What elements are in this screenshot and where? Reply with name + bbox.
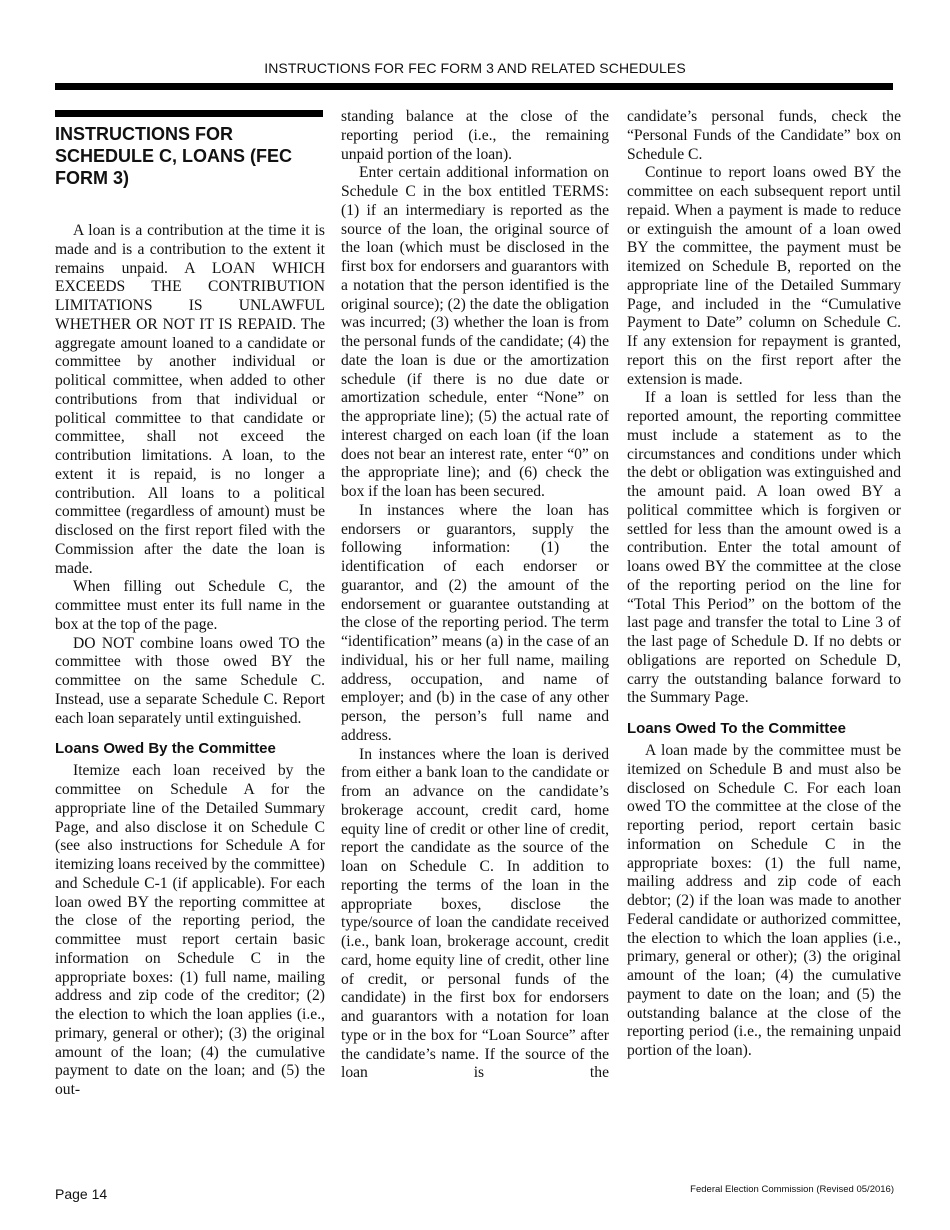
paragraph: In instances where the loan is derived from either a bank loan to the candidate or from an advance on the candidate’s brokerage account, credit card, home equity line of credit or other line of credit, report the candidate as the source of the loan on Schedule C. In addition to reporting the terms of the loan in the appropriate boxes, disclose the type/source of loan the candidate received (i.e., bank loan, brokerage account, credit card, home equity line of credit, other line of credit, or personal funds of the candidate) in the first box for endorsers and guarantors with a notation for loan type or in the box for “Loan Source” after the candidate’s name. If the source of the loan is the: [341, 745, 609, 1082]
column-2: [341, 108, 609, 1083]
paragraph: A loan made by the committee must be itemized on Schedule B and must also be disclosed on Schedule C. For each loan owed TO the committee at the close of the reporting period, report certain basic information on Schedule C in the appropriate boxes: (1) the full name, mailing address and zip code of each debtor; (2) if the loan was made to another Federal candidate or authorized committee, the election to which the loan applies (i.e., primary, general or other); (3) the original amount of the loan; (4) the cumulative payment to date on the loan; and (5) the outstanding balance at the close of the reporting period (i.e., the remaining unpaid portion of the loan).: [627, 742, 901, 1059]
paragraph: standing balance at the close of the reporting period (i.e., the remaining unpaid portion of the loan).: [341, 108, 609, 163]
paragraph: DO NOT combine loans owed TO the committee with those owed BY the committee on the same Schedule C. Instead, use a separate Schedule C. Report each loan separately until extinguished.: [55, 634, 325, 727]
subheading-loans-owed-to: Loans Owed To the Committee: [627, 720, 846, 737]
section-title: INSTRUCTIONS FOR SCHEDULE C, LOANS (FEC FORM 3): [55, 124, 293, 188]
paragraph: A loan is a contribution at the time it is made and is a contribution to the extent it remains unpaid. A LOAN WHICH EXCEEDS THE CONTRIBUTION LIMITATIONS IS UNLAWFUL WHETHER OR NOT IT IS REPAID. The aggregate amount loaned to a candidate or committee by another individual or political committee, when added to other contributions from that individual or political committee to that candidate or committee, shall not exceed the contribution limitations. A loan, to the extent it is repaid, is no longer a contribution. All loans to a political committee (regardless of amount) must be disclosed on the first report filed with the Commission after the date the loan is made.: [55, 222, 325, 577]
section-rule: [55, 110, 323, 117]
page-number: Page 14: [55, 1186, 108, 1202]
paragraph: Itemize each loan received by the committee on Schedule A for the appropriate line of the Detailed Summary Page, and also disclose it on Schedule C (see also instructions for Schedule A for itemizing loans received by the committee) and Schedule C-1 (if applicable). For each loan owed BY the reporting committee at the close of the reporting period, the committee must report certain basic information on Schedule C in the appropriate boxes: (1) full name, mailing address and zip code of the creditor; (2) the election to which the loan applies (i.e., primary, general or other); (3) the original amount of the loan; (4) the cumulative payment to date on the loan; and (5) the out-: [55, 762, 325, 1098]
footer-publisher: Federal Election Commission (Revised 05/2016): [690, 1184, 894, 1195]
paragraph: In instances where the loan has endorsers or guarantors, supply the following information: (1) the identification of each endorser or guarantor, and (2) the amount of the endorsement or guarantee outstanding at the close of the reporting period. The term “identification” means (a) in the case of an individual, his or her full name, mailing address, occupation, and name of employer; and (b) in the case of any other person, the person’s full name and address.: [341, 501, 609, 744]
subheading-loans-owed-by: Loans Owed By the Committee: [55, 740, 276, 758]
paragraph: When filling out Schedule C, the committee must enter its full name in the box at the top of the page.: [55, 578, 325, 633]
column-3: [627, 108, 901, 1061]
running-header: INSTRUCTIONS FOR FEC FORM 3 AND RELATED SCHEDULES: [264, 60, 686, 76]
paragraph: If a loan is settled for less than the reported amount, the reporting committee must include a statement as to the circumstances and conditions under which the debt or obligation was extinguished and the amount paid. A loan owed BY a political committee which is forgiven or settled for less than the amount owed is a contribution. Enter the total amount of loans owed BY the committee at the close of the reporting period on the line for “Total This Period” on the bottom of the last page and transfer the total to Line 3 of the last page of Schedule D. If no debts or obligations are reported on Schedule D, carry the outstanding balance forward to the Summary Page.: [627, 389, 901, 707]
paragraph: Continue to report loans owed BY the committee on each subsequent report until repaid. When a payment is made to reduce or extinguish the amount of a loan owed BY the committee, the payment must be itemized on Schedule B, reported on the appropriate line of the Detailed Summary Page, and included in the “Cumulative Payment to Date” column on Schedule C. If any extension for repayment is granted, report this on the first report after the extension is made.: [627, 164, 901, 388]
paragraph: Enter certain additional information on Schedule C in the box entitled TERMS: (1) if an intermediary is reported as the source of the loan, the original source of the loan (which must be disclosed in the first box for endorsers and guarantors with a notation that the person identified is the original source); (2) the date the obligation was incurred; (3) whether the loan is from the personal funds of the candidate; (4) the date the loan is due or the amortization schedule (if there is no due date or amortization schedule, enter “None” on the appropriate line); (5) the actual rate of interest charged on each loan (if the loan does not bear an interest rate, enter “0” on the appropriate line); and (6) check the box if the loan has been secured.: [341, 164, 609, 500]
paragraph: candidate’s personal funds, check the “Personal Funds of the Candidate” box on Schedule C.: [627, 108, 901, 163]
column-1: [55, 110, 325, 1100]
header-rule: [55, 83, 893, 90]
